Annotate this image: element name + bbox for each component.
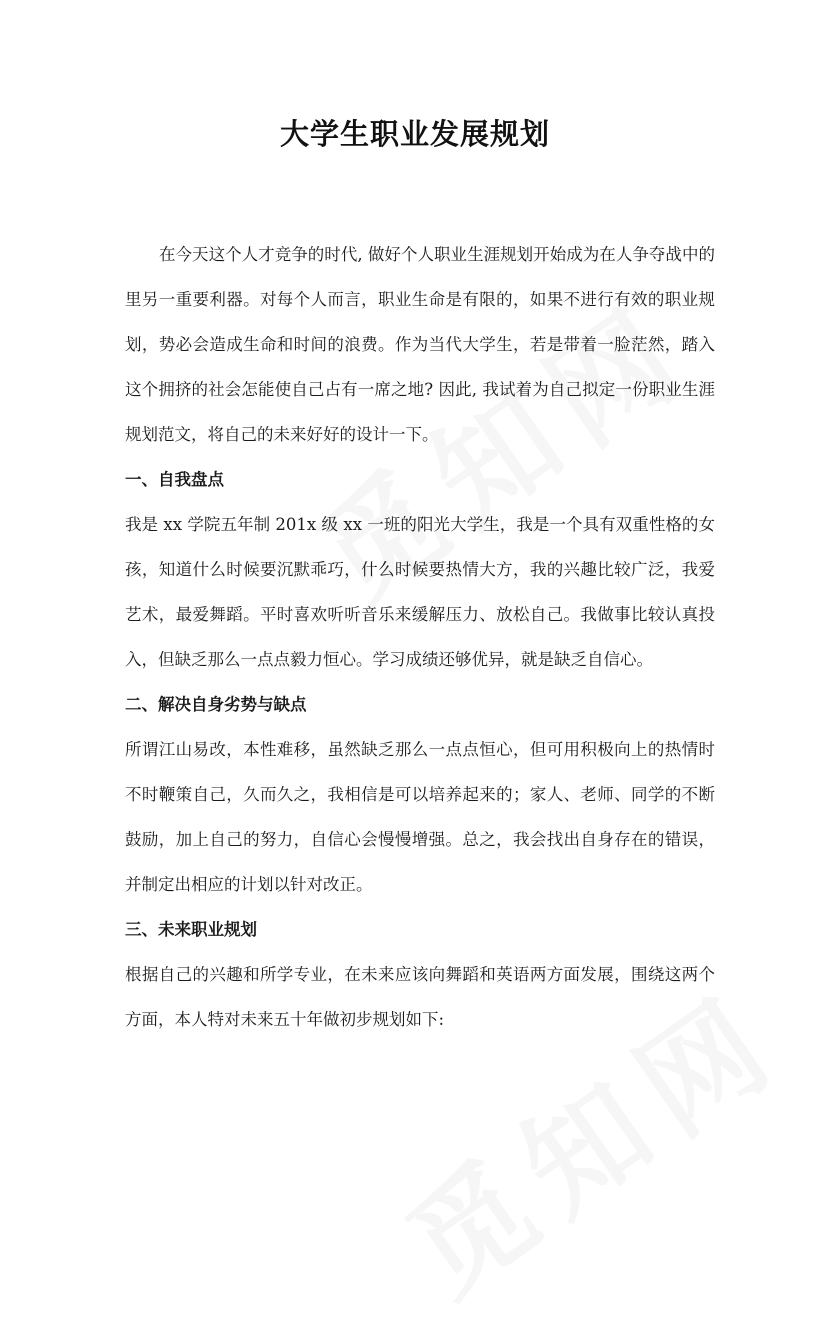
document-title: 大学生职业发展规划 bbox=[279, 117, 550, 151]
section-heading: 二、解决自身劣势与缺点 bbox=[125, 695, 307, 714]
intro-paragraph: 在今天这个人才竞争的时代, 做好个人职业生涯规划开始成为在人争夺战中的里另一重要利器。对每个人而言，职业生命是有限的，如果不进行有效的职业规划，势必会造成生命和时间的浪费。作为当代大学生，若是带着一脸茫然，踏入这个拥挤的社会怎能使自己占有一席之地? 因此, 我试着为自己拟定一份职业生涯规划范文，将自己的未来好好的设计一下。 bbox=[125, 245, 715, 444]
section-paragraph: 根据自己的兴趣和所学专业，在未来应该向舞蹈和英语两方面发展，围绕这两个方面，本人特对未来五十年做初步规划如下: bbox=[125, 965, 715, 1029]
section-heading: 三、未来职业规划 bbox=[125, 920, 257, 939]
section-paragraph: 所谓江山易改，本性难移，虽然缺乏那么一点点恒心，但可用积极向上的热情时不时鞭策自己，久而久之，我相信是可以培养起来的；家人、老师、同学的不断鼓励，加上自己的努力，自信心会慢慢增强。总之，我会找出自身存在的错误，并制定出相应的计划以针对改正。 bbox=[125, 740, 715, 894]
section-heading: 一、自我盘点 bbox=[125, 470, 224, 489]
section-paragraph: 我是 xx 学院五年制 201x 级 xx 一班的阳光大学生，我是一个具有双重性格的女孩，知道什么时候要沉默乖巧，什么时候要热情大方，我的兴趣比较广泛，我爱艺术，最爱舞蹈。平时喜欢听听音乐来缓解压力、放松自己。我做事比较认真投入，但缺乏那么一点点毅力恒心。学习成绩还够优异，就是缺乏自信心。 bbox=[125, 515, 715, 669]
document-body bbox=[125, 232, 715, 1042]
